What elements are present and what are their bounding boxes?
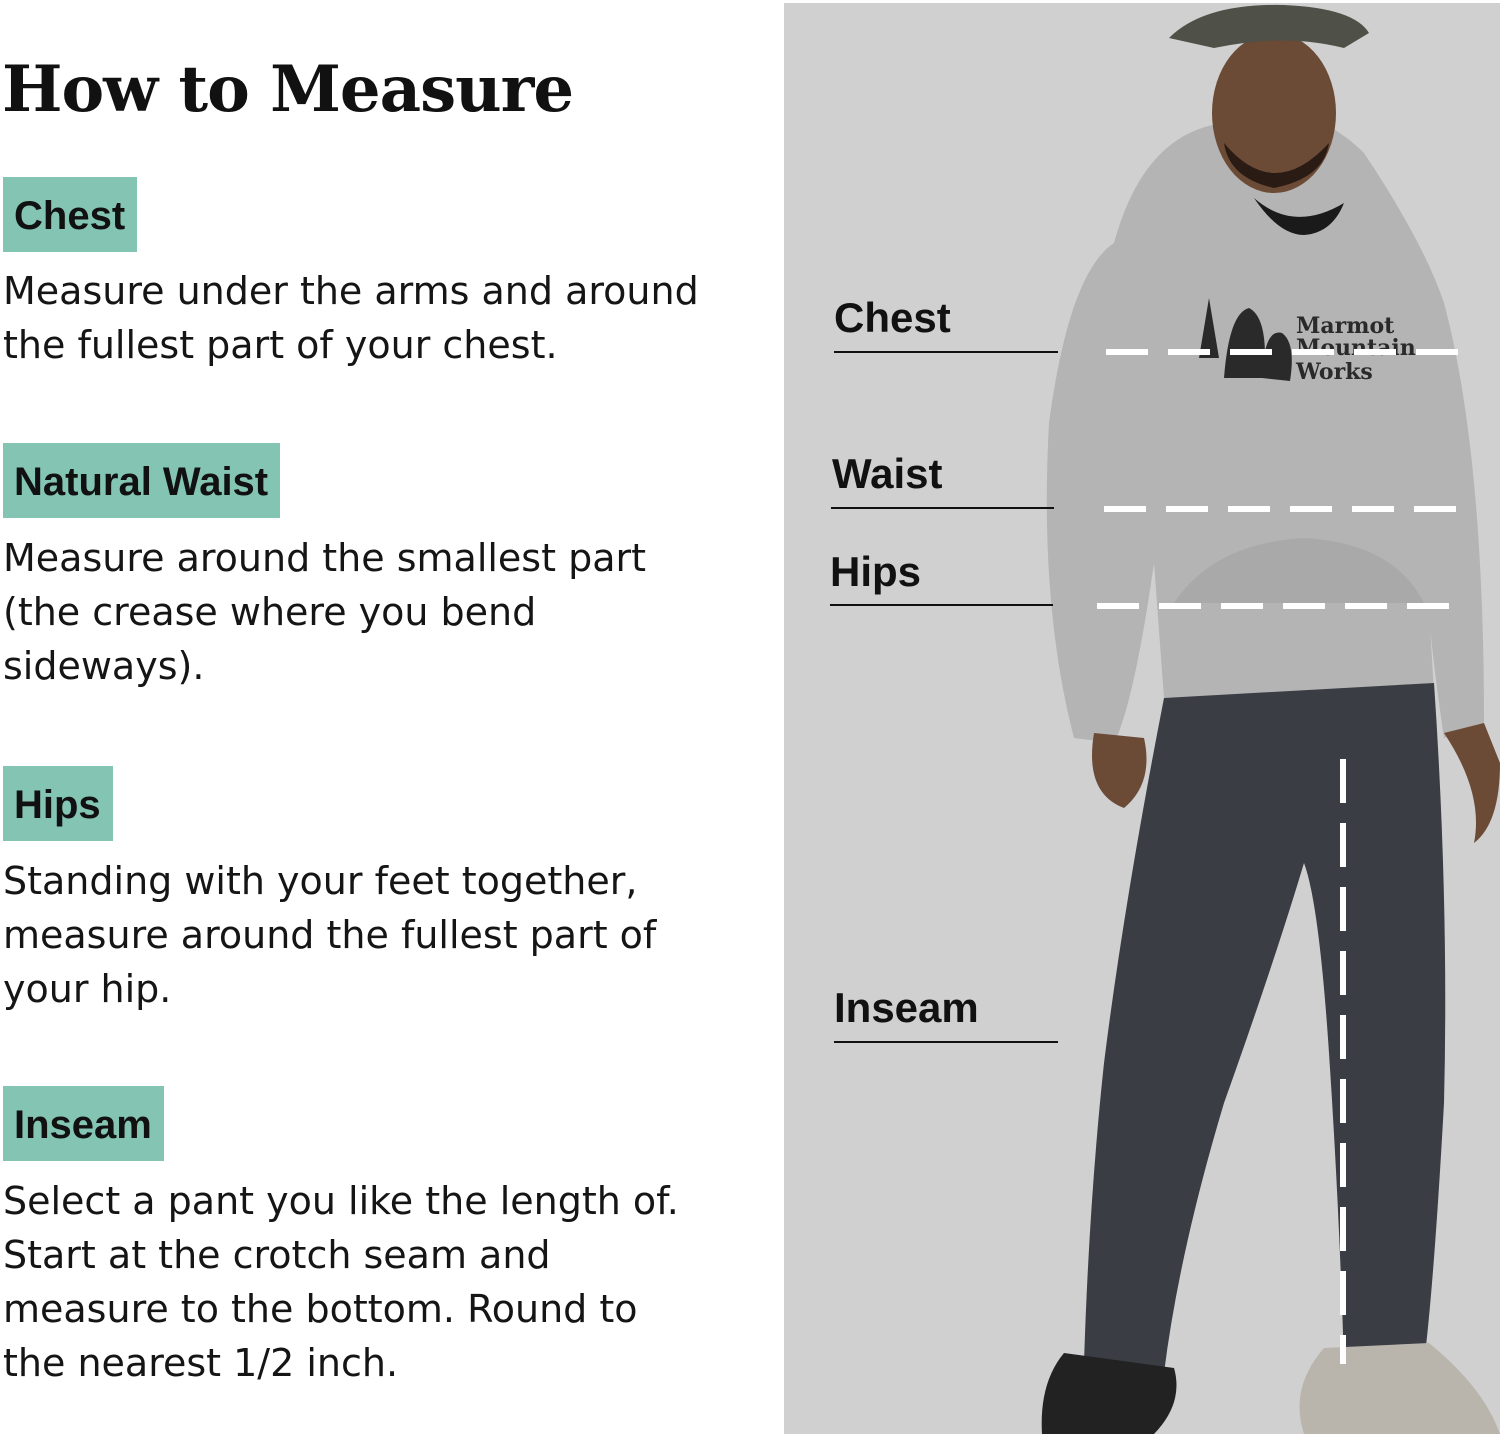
section-chest — [3, 177, 763, 372]
hips-underline — [830, 604, 1053, 606]
model-illustration — [784, 3, 1500, 1434]
print-line-1: Marmot — [1296, 313, 1395, 339]
right-shoe — [1300, 1343, 1500, 1434]
waist-label: Waist — [832, 450, 943, 497]
inseam-underline — [834, 1041, 1058, 1043]
left-hand — [1092, 733, 1147, 808]
inseam-label: Inseam — [834, 984, 979, 1031]
chest-label: Chest — [834, 294, 951, 341]
waist-underline — [831, 507, 1054, 509]
print-line-3: Works — [1296, 359, 1373, 385]
section-hips — [3, 766, 763, 1016]
hips-label: Hips — [830, 548, 922, 595]
hips-description: Standing with your feet together, measure around the fullest part of your hip. — [3, 859, 657, 1011]
chest-underline — [834, 351, 1058, 353]
hips-tag: Hips — [3, 766, 113, 841]
chest-description: Measure under the arms and around the fullest part of your chest. — [3, 269, 699, 367]
model-photo — [784, 3, 1500, 1434]
inseam-description: Select a pant you like the length of. Start at the crotch seam and measure to the bottom. Round to the nearest 1/2 inch. — [3, 1179, 679, 1385]
natural-waist-description: Measure around the smallest part (the crease where you bend sideways). — [3, 536, 647, 688]
page-title: How to Measure — [2, 52, 574, 127]
section-natural-waist — [3, 443, 763, 693]
print-line-2: Mountain — [1296, 335, 1416, 361]
natural-waist-tag: Natural Waist — [3, 443, 280, 518]
inseam-tag: Inseam — [3, 1086, 164, 1161]
head — [1212, 33, 1336, 193]
chest-tag: Chest — [3, 177, 137, 252]
section-inseam — [3, 1086, 763, 1390]
right-hand — [1444, 723, 1500, 843]
